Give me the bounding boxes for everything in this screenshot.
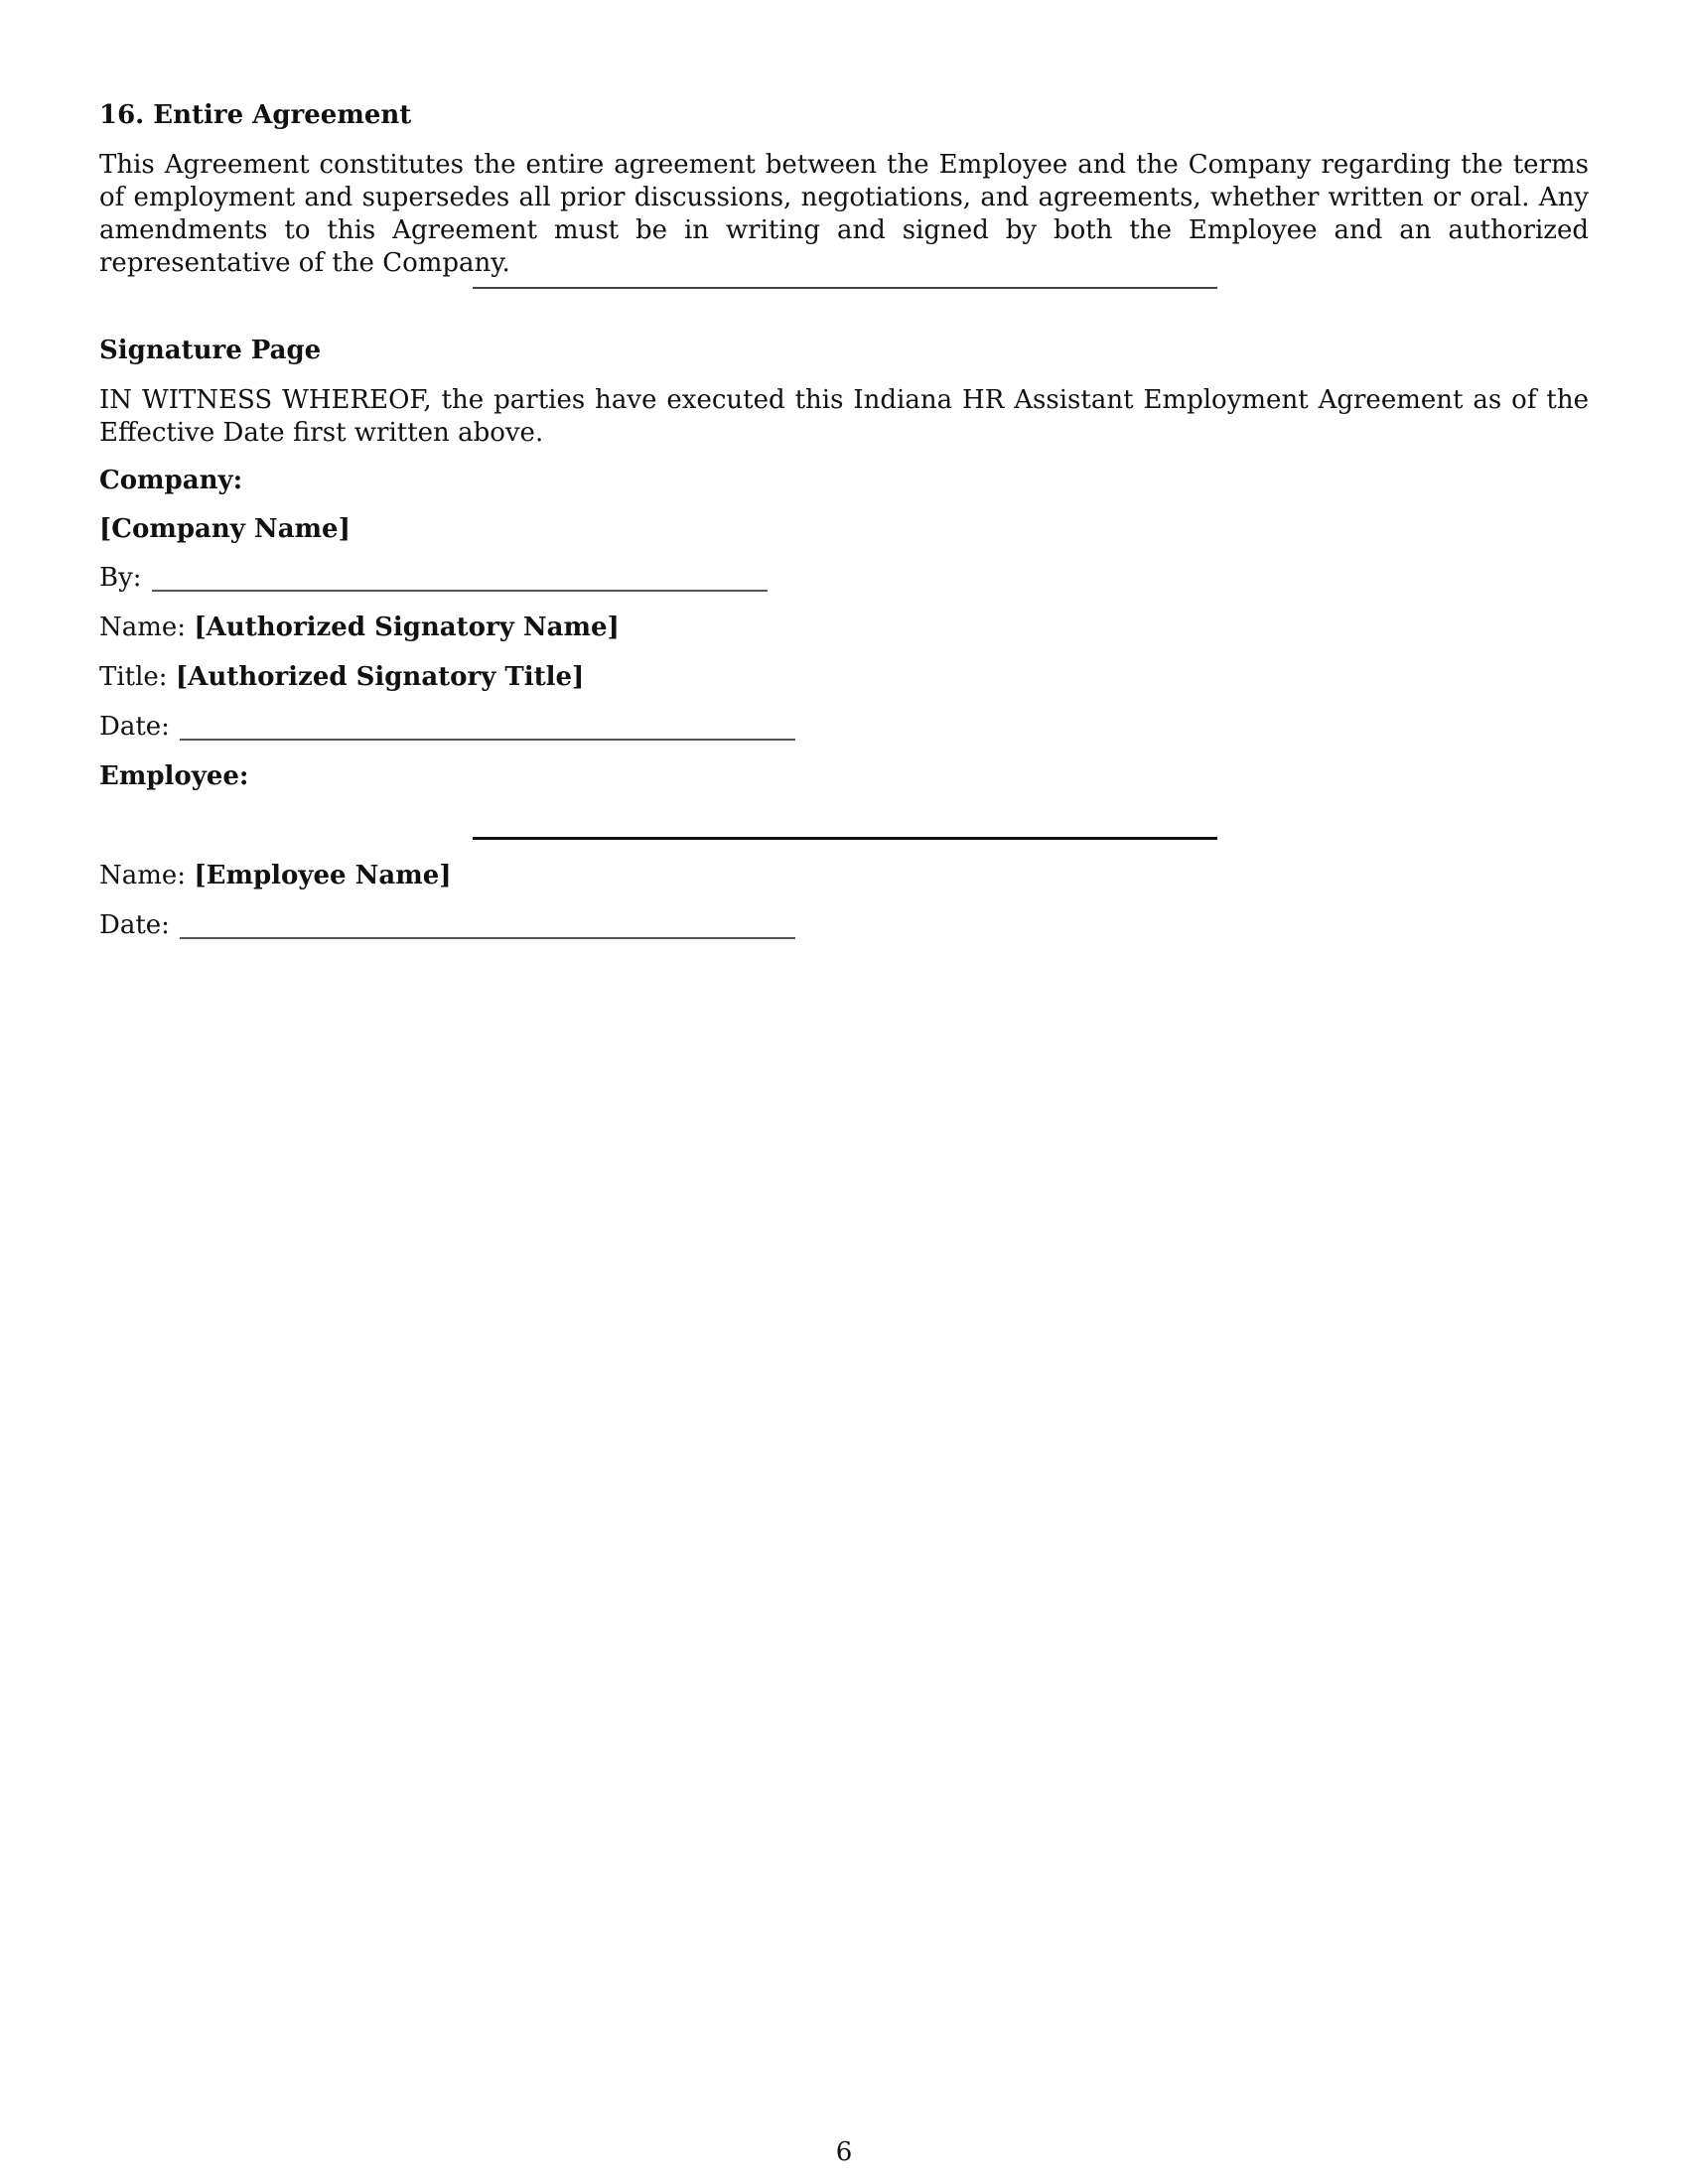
employee-date-line[interactable] bbox=[180, 936, 795, 939]
employee-name-value: [Employee Name] bbox=[194, 861, 452, 890]
section-16-body: This Agreement constitutes the entire agreement between the Employee and the Company regarding the terms of employment and supersedes all prior discussions, negotiations, and agreements, whether written or oral. Any amendments to this Agreement must be in writing and signed by both the Employee and an authorized representative of the Company. bbox=[99, 150, 1589, 278]
employee-signature-line[interactable] bbox=[473, 837, 1217, 840]
employee-label: Employee: bbox=[99, 761, 249, 791]
company-date-line[interactable] bbox=[180, 738, 795, 741]
section-divider bbox=[473, 287, 1217, 289]
company-name-label: Name: bbox=[99, 613, 187, 642]
section-16-heading: 16. Entire Agreement bbox=[99, 100, 412, 130]
company-by-label: By: bbox=[99, 563, 142, 593]
company-name-placeholder: [Company Name] bbox=[99, 514, 351, 544]
document-page bbox=[99, 99, 1589, 2184]
authorized-signatory-name: [Authorized Signatory Name] bbox=[194, 613, 620, 642]
company-label: Company: bbox=[99, 466, 243, 495]
company-name-row bbox=[99, 612, 620, 643]
employee-date-row bbox=[99, 909, 795, 941]
company-signature-line[interactable] bbox=[152, 589, 768, 592]
authorized-signatory-title: [Authorized Signatory Title] bbox=[175, 662, 585, 692]
company-title-label: Title: bbox=[99, 662, 168, 692]
company-by-row bbox=[99, 562, 768, 594]
signature-page-intro: IN WITNESS WHEREOF, the parties have executed this Indiana HR Assistant Employment Agreement as of the Effective Date first written above. bbox=[99, 385, 1589, 448]
page-number: 6 bbox=[835, 2137, 853, 2167]
company-title-row bbox=[99, 661, 584, 693]
company-date-row bbox=[99, 711, 795, 743]
employee-date-label: Date: bbox=[99, 910, 170, 940]
employee-name-row bbox=[99, 860, 452, 891]
employee-name-label: Name: bbox=[99, 861, 187, 890]
signature-page-heading: Signature Page bbox=[99, 336, 322, 365]
company-date-label: Date: bbox=[99, 712, 170, 742]
